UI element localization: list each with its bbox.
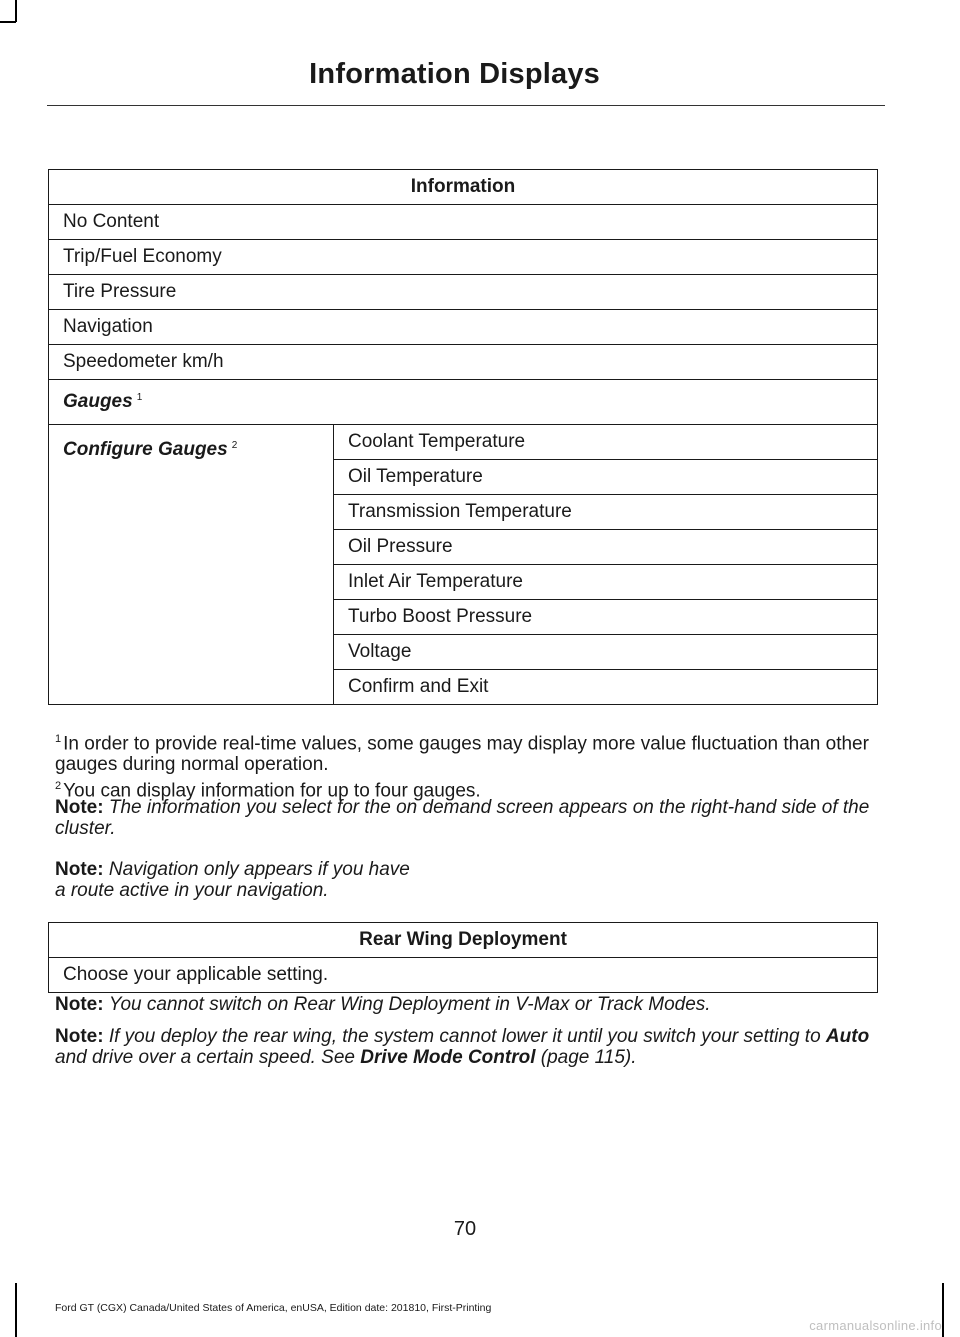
configure-gauges-cell [49, 425, 334, 705]
page-number: 70 [453, 1218, 477, 1240]
note-text: You cannot switch on Rear Wing Deployment in V-Max or Track Modes. [108, 994, 711, 1015]
footnote-1 [55, 729, 885, 775]
footnote-text: You can display information for up to four gauges. [63, 780, 481, 802]
table-cell: Tire Pressure [49, 275, 878, 310]
table-cell: Turbo Boost Pressure [334, 600, 878, 635]
note-3 [55, 994, 885, 1015]
footnote-ref: 1 [136, 391, 143, 403]
table-cell: Transmission Temperature [334, 495, 878, 530]
table-header-row [49, 170, 878, 205]
drive-mode-control-link[interactable]: Drive Mode Control [360, 1047, 536, 1068]
rear-wing-table [48, 922, 878, 993]
table-row [49, 958, 878, 993]
note-text: a route active in your navigation. [55, 880, 329, 901]
table-cell: Confirm and Exit [334, 670, 878, 705]
gauges-cell [49, 380, 878, 425]
note-1 [55, 797, 885, 839]
table-cell: Oil Pressure [334, 530, 878, 565]
table-cell: No Content [49, 205, 878, 240]
footnote-mark: 1 [55, 733, 62, 745]
gauges-label: Gauges [63, 391, 133, 412]
crop-mark [15, 0, 17, 22]
table-cell: Coolant Temperature [334, 425, 878, 460]
watermark: carmanualsonline.info [809, 1318, 942, 1333]
footer-text: Ford GT (CGX) Canada/United States of America, enUSA, Edition date: 201810, First-Printing [55, 1302, 492, 1314]
page-title: Information Displays [309, 58, 600, 90]
note-label: Note: [55, 797, 104, 818]
footnote-ref: 2 [231, 439, 238, 451]
page-reference: (page 115). [540, 1047, 637, 1068]
information-heading: Information [49, 170, 878, 205]
rear-wing-heading: Rear Wing Deployment [49, 923, 878, 958]
footnote-mark: 2 [55, 780, 62, 792]
configure-gauges-label: Configure Gauges [63, 439, 228, 460]
auto-setting-label: Auto [825, 1026, 870, 1047]
note-2 [55, 859, 885, 901]
note-text: Navigation only appears if you have [108, 859, 410, 880]
note-label: Note: [55, 859, 104, 880]
note-text: The information you select for the on demand screen appears on the right-hand side of the cluster. [55, 797, 870, 839]
table-header-row [49, 923, 878, 958]
table-row [49, 310, 878, 345]
crop-mark [15, 1283, 17, 1337]
note-label: Note: [55, 994, 104, 1015]
table-cell: Voltage [334, 635, 878, 670]
table-cell: Trip/Fuel Economy [49, 240, 878, 275]
table-cell: Inlet Air Temperature [334, 565, 878, 600]
note-text: and drive over a certain speed. See [55, 1047, 355, 1068]
crop-mark [942, 1283, 944, 1337]
note-label: Note: [55, 1026, 104, 1047]
table-cell: Choose your applicable setting. [49, 958, 878, 993]
table-row [49, 275, 878, 310]
footnote-text: In order to provide real-time values, some gauges may display more value fluctuation than other gauges during normal operation. [55, 733, 869, 776]
note-text: If you deploy the rear wing, the system cannot lower it until you switch your setting to [108, 1026, 821, 1047]
table-row [49, 380, 878, 425]
header-divider [47, 105, 885, 106]
table-row [49, 205, 878, 240]
table-row [49, 240, 878, 275]
table-cell: Oil Temperature [334, 460, 878, 495]
information-table [48, 169, 878, 705]
table-row [49, 425, 878, 460]
crop-mark [0, 21, 16, 23]
table-cell: Speedometer km/h [49, 345, 878, 380]
table-cell: Navigation [49, 310, 878, 345]
note-4 [55, 1026, 885, 1068]
table-row [49, 345, 878, 380]
